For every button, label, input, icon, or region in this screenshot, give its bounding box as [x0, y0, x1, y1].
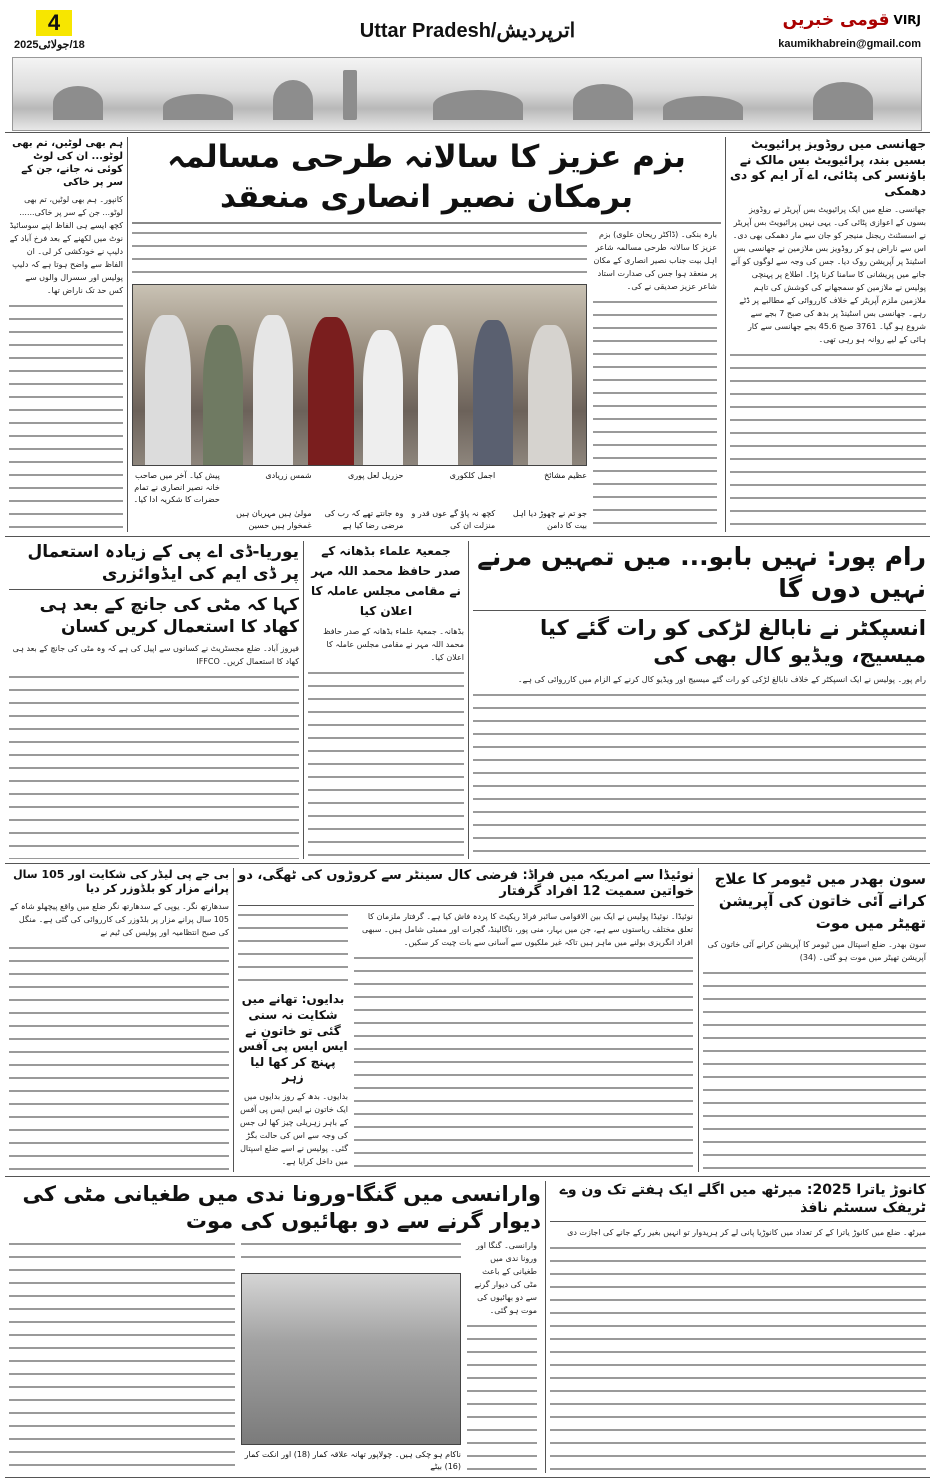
jamiat-headline: جمعیۃ علماء بڈھانہ کے صدر حافظ محمد اللہ مہر نے مقامی مجلس عاملہ کا اعلان کیا [311, 543, 461, 618]
issue-date: 18/جولائی2025 [14, 39, 85, 51]
noida-headline: نوئیڈا سے امریکہ میں فراڈ: فرضی کال سینٹر سے کروڑوں کی ٹھگی، دو خواتین سمیت 12 افراد گرفتار [238, 867, 694, 900]
varanasi-article-body: وارانسی۔ گنگا اور ورونا ندی میں طغیانی کے باعث مٹی کی دیوار گرنے سے دو بھائیوں کی موت ہو گئی۔ [474, 1241, 537, 1316]
monuments-banner-image [12, 57, 922, 131]
page-number: 4 [36, 10, 72, 36]
caption: شمس زریادی [265, 470, 312, 480]
jamiat-article [303, 541, 468, 859]
badaun-headline: بدایوں: تھانے میں شکایت نہ سنی گئی تو خاتون نے ایس ایس پی آفس پہنچ کر کھا لیا زہر [238, 992, 348, 1085]
section-title: Uttar Pradesh/اترپردیش [359, 20, 576, 42]
varanasi-photo-caption: ناکام ہو چکی ہیں۔ چولاپور تھانہ علاقہ کمار (18) اور انکت کمار (16) بیٹے [244, 1450, 461, 1472]
mushaira-group-photo [132, 284, 587, 466]
rampur-subheadline: انسپکٹر نے نابالغ لڑکی کو رات گئے کیا میسیج، ویڈیو کال بھی کی [540, 615, 926, 667]
noida-article [233, 868, 698, 1172]
kanwar-article-body: میرٹھ۔ ضلع میں کانوڑ یاترا کے کر تعداد میں کانوڑیا پانی لے کر ہریدوار تو انہیں بغیر رکے جانے کی اجازت دی [567, 1227, 926, 1237]
mushaira-article [127, 137, 725, 532]
rampur-article-body: رام پور۔ پولیس نے ایک انسپکٹر کے خلاف نابالغ لڑکی کو رات گئے میسیج اور ویڈیو کال کرنے کے الزام میں کارروائی کی ہے۔ [517, 675, 926, 685]
kanpur-article-body: کانپور۔ ہم بھی لوٹیں، تم بھی لوٹو... جن کے سر پر خاکی...... کچھ ایسے ہی الفاظ اپنے سوسائیڈ نوٹ میں لکھنے کے بعد فرخ آباد کے دلیپ نے خودکشی کر لی۔ ان الفاظ سے واضح ہوتا ہے کہ دلیپ پولیس اور سسرال والوں سے کس حد تک ناراض تھا۔ [9, 195, 123, 295]
urea-headline: یوریا-ڈی اے پی کے زیادہ استعمال پر ڈی ایم کی ایڈوائزری [27, 541, 299, 584]
caption: اجمل کلکوری [449, 470, 496, 480]
badaun-article-body: بدایوں۔ بدھ کے روز بدایوں میں ایک خاتون نے ایس ایس پی آفس کے باہر زہریلی چیز کھا لی جس کی وجہ سے اس کی حالت بگڑ گئی۔ پولیس نے اسے ضلع اسپتال میں داخل کرایا ہے۔ [240, 1091, 348, 1166]
bus-headline: جھانسی میں روڈویز پرائیویٹ بسیں بند، پرائیویٹ بس مالک نے باؤنسر کی پٹائی، اے آر ایم کو دی دھمکی [730, 137, 926, 198]
varanasi-article [5, 1181, 545, 1474]
caption: جو تم نے چھوڑ دیا اہل بیت کا دامن [512, 508, 587, 530]
urea-article-body: فیروز آباد۔ ضلع مجسٹریٹ نے کسانوں سے اپیل کی ہے کہ وہ مٹی کی جانچ کے بعد ہی کھاد کا استعمال کریں۔ IFFCO [12, 643, 299, 666]
bulldozer-article [5, 868, 233, 1172]
noida-article-body: نوئیڈا۔ نوئیڈا پولیس نے ایک بین الاقوامی سائبر فراڈ ریکیٹ کا پردہ فاش کیا ہے۔ گرفتار ملزمان کا تعلق مختلف ریاستوں سے ہے، جن میں بہار، منی پور، ناگالینڈ، گجرات اور ممبئی شامل ہیں۔ سبھی افراد انگریزی بولنے میں ماہر ہیں تاکہ غیر ملکیوں سے آسانی سے بات چیت کر سکیں۔ [362, 912, 693, 948]
kanpur-article [5, 137, 127, 532]
row-1 [5, 132, 930, 536]
logo-mark-icon: VIRJ [893, 13, 921, 27]
sonbhadra-article-body: سون بھدر۔ ضلع اسپتال میں ٹیومر کا آپریشن کرانے آئی خاتون کی آپریشن تھیٹر میں موت ہو گئی۔ (34) [707, 939, 926, 962]
jamiat-article-body: بڈھانہ۔ جمعیۃ علماء بڈھانہ کے صدر حافظ محمد اللہ مہر نے مقامی مجلس عاملہ کا اعلان کیا۔ [323, 626, 464, 662]
mushaira-article-body: بارہ بنکی۔ (ڈاکٹر ریحان علوی) بزم عزیز کا سالانہ طرحی مسالمہ شاعر اہل بیت جناب نصیر انصاری کے مکان پر منعقد ہوا جس کی صدارت استاد شاعر عزیز صدیقی نے کی۔ [593, 229, 717, 291]
rampur-article [468, 541, 930, 859]
caption: پیش کیا۔ آخر میں صاحب خانہ نصیر انصاری نے تمام حضرات کا شکریہ ادا کیا۔ [133, 470, 220, 504]
urea-subheadline: کہا کہ مٹی کی جانچ کے بعد ہی کھاد کا استعمال کریں کسان [39, 594, 299, 637]
caption: عظیم مشائخ [544, 470, 587, 480]
row-4 [5, 1176, 930, 1478]
caption: مولیٰ ہیں مہربان ہیں غمخوار ہیں حسین [236, 508, 312, 530]
logo-text: قومی خبریں [782, 10, 890, 30]
kanwar-article [545, 1181, 930, 1474]
flood-river-photo [241, 1273, 461, 1445]
sonbhadra-article [698, 868, 930, 1172]
caption: حزریل لعل پوری [347, 470, 404, 480]
kanwar-headline: کانوڑ یاترا 2025: میرٹھ میں اگلے ایک ہفتے تک ون وے ٹریفک سسٹم نافذ [559, 1181, 926, 1216]
row-3 [5, 863, 930, 1176]
row-2 [5, 536, 930, 863]
bulldozer-article-body: سدھارتھ نگر۔ یوپی کے سدھارتھ نگر ضلع میں واقع پیچھلو شاہ کے 105 سال پرانے مزار پر بلڈوزر کی کارروائی کی گئی ہے۔ منگل کی صبح انتظامیہ اور پولیس کی ٹیم نے [9, 902, 229, 938]
badaun-article [238, 910, 348, 1171]
mushaira-headline: بزم عزیز کا سالانہ طرحی مسالمہ برمکان نصیر انصاری منعقد [167, 139, 686, 216]
sonbhadra-headline: سون بھدر میں ٹیومر کا علاج کرانے آئی خاتون کی آپریشن تھیٹر میں موت [714, 869, 926, 932]
varanasi-headline: وارانسی میں گنگا-ورونا ندی میں طغیانی مٹی کی دیوار گرنے سے دو بھائیوں کی موت [22, 1181, 541, 1233]
page-content [5, 132, 930, 1478]
bus-article [725, 137, 930, 532]
mushaira-captions [132, 470, 587, 532]
caption: وہ جانتے تھے کہ رب کی مرضی رضا کیا ہے [324, 508, 404, 530]
kanpur-headline: ہم بھی لوٹیں، تم بھی لوٹو... ان کی لوٹ کوئی نہ جانے، جن کے سر پر خاکی [12, 138, 123, 188]
bulldozer-headline: بی جے پی لیڈر کی شکایت اور 105 سال پرانے مزار کو بلڈوزر کر دیا [13, 867, 229, 895]
rampur-headline: رام پور: نہیں بابو... میں تمہیں مرنے نہیں دوں گا [477, 541, 926, 604]
contact-email[interactable]: kaumikhabrein@gmail.com [778, 38, 921, 50]
bus-article-body: جھانسی۔ ضلع میں ایک پرائیویٹ بس آپریٹر نے روڈویز بسوں کے اعوازی پٹائی کی۔ یہی نہیں پرائیویٹ بس آپریٹر نے اسسٹنٹ ریجنل منیجر کو جان سے مار دھمکی بھی دی۔ اس سے ناراض ہو کر روڈویز بس ملازمین نے جھانسی بس اسٹینڈ پر آپریشن روک دیا۔ جس کی وجہ سے لوگوں کو آنے جانے میں پریشانی کا سامنا کرنا پڑا۔ اطلاع پر پہنچی پولیس نے ملازمین کو سمجھانے کی کوشش کی تاہم ملازمین ملزم آپریٹر کے خلاف کارروائی کے مطالبے پر ڈٹے رہے۔ جھانسی بس اسٹینڈ پر بدھ کی صبح 7 بجے سے شروع ہو گیا۔ 3761 صبح 45.6 بجے جھانسی سے کار ہائی کے لیے روانہ ہو رہی تھی۔ [730, 205, 926, 345]
caption: کچھ نہ پاؤ گے عوں قدر و منزلت ان کی [411, 508, 496, 530]
urea-article [5, 541, 303, 859]
masthead-logo [783, 10, 921, 30]
